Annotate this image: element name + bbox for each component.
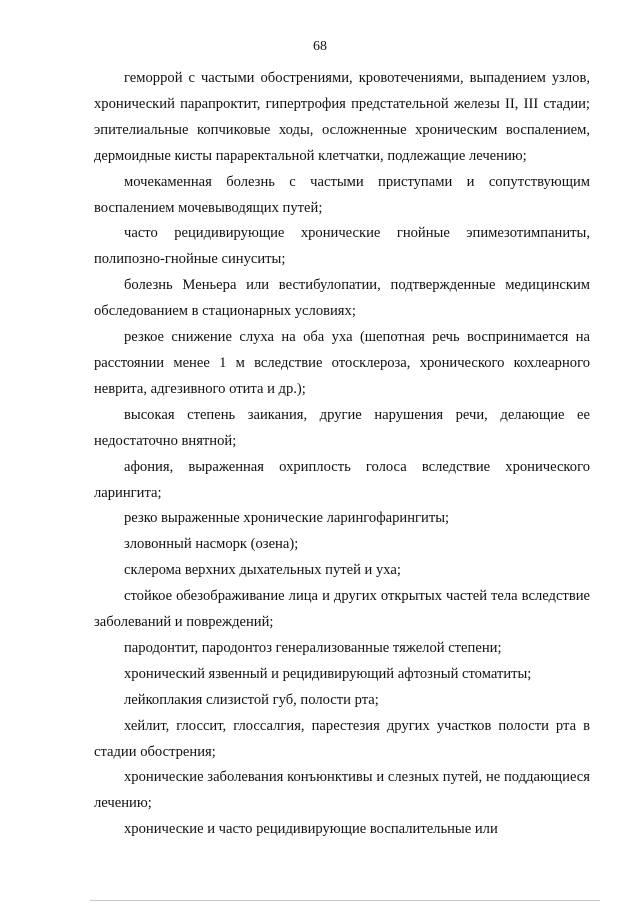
page-edge-line xyxy=(90,900,600,901)
paragraph-disfigurement: стойкое обезображивание лица и других открытых частей тела вследствие заболеваний и повреждений; xyxy=(94,588,590,631)
paragraph-stomatitis: хронический язвенный и рецидивирующий афтозный стоматиты; xyxy=(124,665,532,682)
paragraph-urolithiasis: мочекаменная болезнь с частыми приступами и сопутствующим воспалением мочевыводящих путей; xyxy=(94,173,590,216)
paragraph-otitis-sinusitis: часто рецидивирующие хронические гнойные эпимезотимпаниты, полипозно-гнойные синуситы; xyxy=(94,225,590,268)
paragraph-periodontitis: пародонтит, пародонтоз генерализованные тяжелой степени; xyxy=(124,639,502,656)
paragraph-leukoplakia: лейкоплакия слизистой губ, полости рта; xyxy=(124,691,379,708)
page-number: 68 xyxy=(313,39,327,54)
paragraph-laryngopharyngitis: резко выраженные хронические ларингофарингиты; xyxy=(124,510,450,527)
paragraph-conjunctiva: хронические заболевания конъюнктивы и слезных путей, не поддающиеся лечению; xyxy=(94,769,590,812)
paragraph-hearing-loss: резкое снижение слуха на оба уха (шепотная речь воспринимается на расстоянии менее 1 м вследствие отосклероза, хронического кохлеарного неврита, адгезивного отита и др.); xyxy=(94,329,590,397)
paragraph-inflammatory: хронические и часто рецидивирующие воспалительные или xyxy=(124,821,498,838)
document-body xyxy=(94,66,590,843)
paragraph-meniere: болезнь Меньера или вестибулопатии, подтвержденные медицинским обследованием в стационарных условиях; xyxy=(94,277,590,320)
paragraph-scleroma: склерома верхних дыхательных путей и уха; xyxy=(124,562,401,579)
paragraph-stuttering: высокая степень заикания, другие нарушения речи, делающие ее недостаточно внятной; xyxy=(94,406,590,449)
paragraph-hemorrhoids: геморрой с частыми обострениями, кровотечениями, выпадением узлов, хронический парапроктит, гипертрофия предстательной железы II, III стадии; эпителиальные копчиковые ходы, осложненные хроническим воспалением, дермоидные кисты параректальной клетчатки, подлежащие лечению; xyxy=(94,70,590,164)
paragraph-ozena: зловонный насморк (озена); xyxy=(124,536,299,553)
paragraph-aphonia: афония, выраженная охриплость голоса вследствие хронического ларингита; xyxy=(94,458,590,501)
paragraph-cheilitis: хейлит, глоссит, глоссалгия, парестезия других участков полости рта в стадии обострения; xyxy=(94,717,590,760)
